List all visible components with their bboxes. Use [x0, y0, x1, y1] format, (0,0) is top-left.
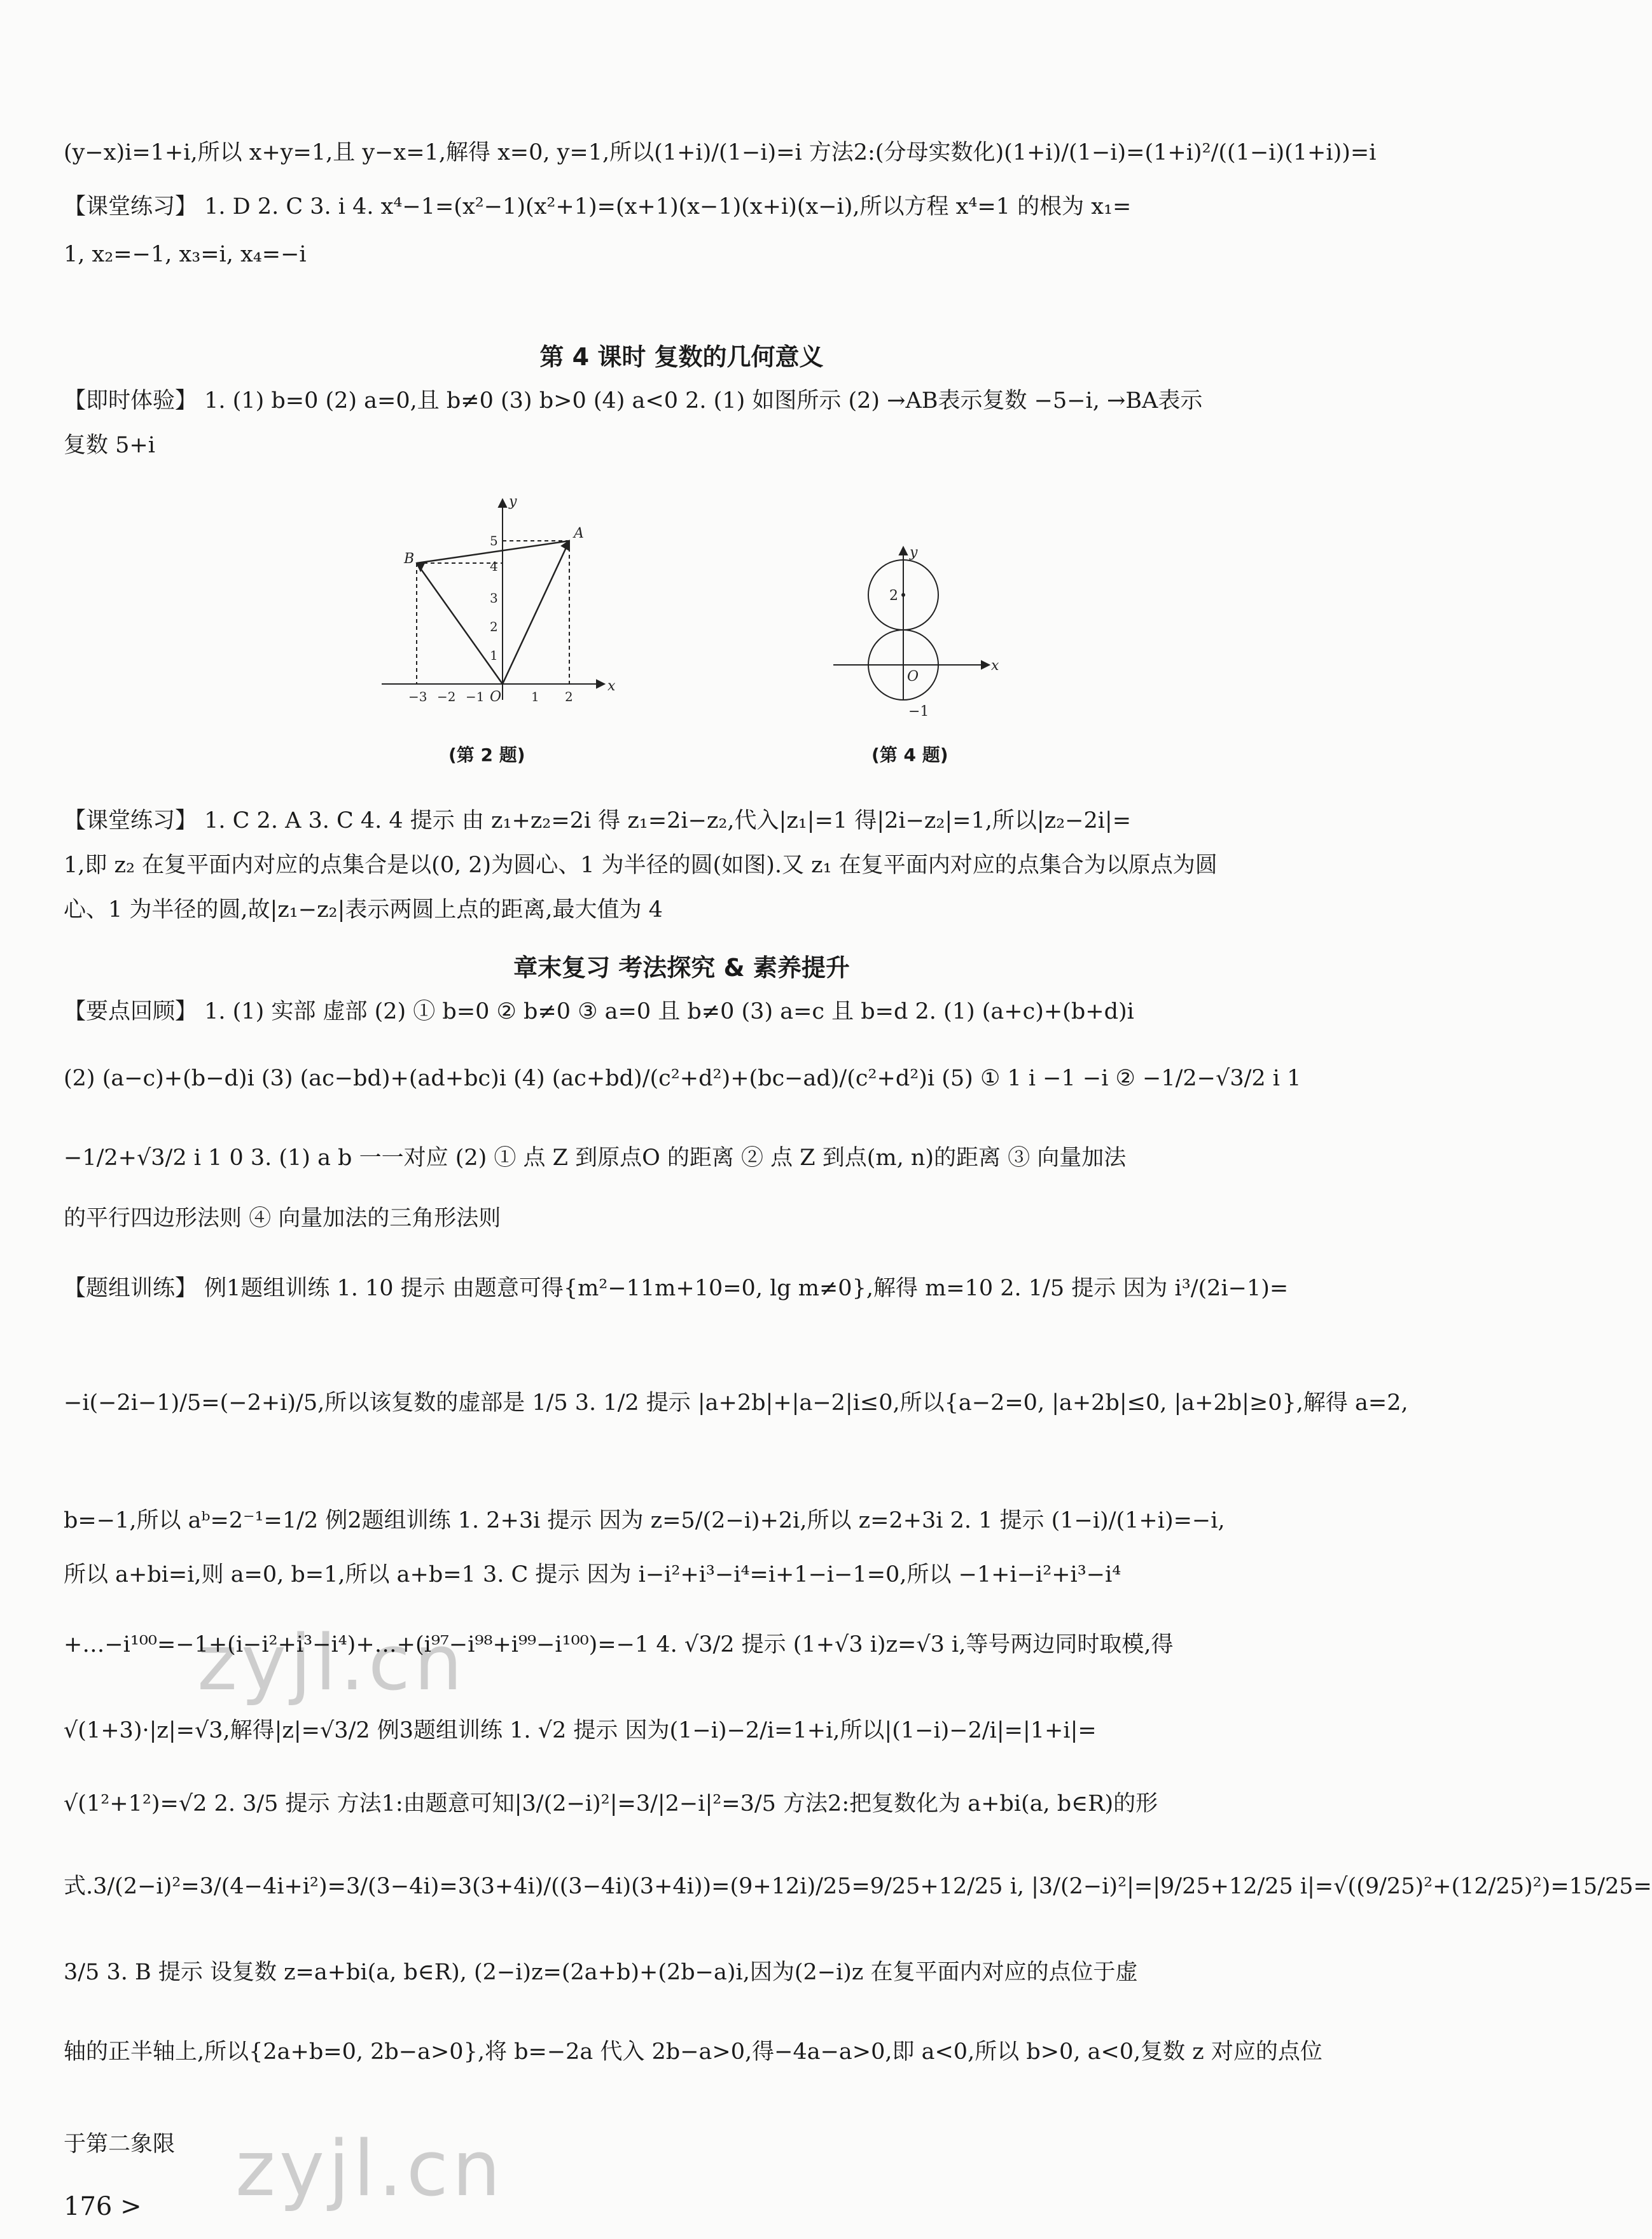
text-line: 的平行四边形法则 ④ 向量加法的三角形法则 — [64, 1206, 501, 1231]
y-axis-arrow — [499, 499, 506, 507]
figure-4-caption: (第 4 题) — [871, 744, 948, 765]
text-line: 1,即 z₂ 在复平面内对应的点集合是以(0, 2)为圆心、1 为半径的圆(如图).又 z₁ 在复平面内对应的点集合为以原点为圆 — [64, 853, 1218, 878]
text-line: −i(−2i−1)/5=(−2+i)/5,所以该复数的虚部是 1/5 3. 1/2 提示 |a+2b|+|a−2|i≤0,所以{a−2=0, |a+2b|≤0, |a+2b|≥0},解得 a=2, — [64, 1390, 1408, 1416]
text-line: 复数 5+i — [64, 433, 155, 458]
y-tick: 2 — [490, 619, 498, 634]
text-line: 【课堂练习】 1. D 2. C 3. i 4. x⁴−1=(x²−1)(x²+1)=(x+1)(x−1)(x+i)(x−i),所以方程 x⁴=1 的根为 x₁= — [64, 194, 1132, 220]
text-line: 式.3/(2−i)²=3/(4−4i+i²)=3/(3−4i)=3(3+4i)/((3−4i)(3+4i))=(9+12i)/25=9/25+12/25 i, |3/(2−i)²|=|9/25+12/25 i|=√((9/25)²+(12/25)²)=15/25= — [64, 1874, 1652, 1899]
text-line: b=−1,所以 aᵇ=2⁻¹=1/2 例2题组训练 1. 2+3i 提示 因为 z=5/(2−i)+2i,所以 z=2+3i 2. 1 提示 (1−i)/(1+i)=−i, — [64, 1508, 1225, 1533]
x-tick: 2 — [565, 689, 573, 704]
y-tick: 4 — [490, 559, 498, 574]
text-line: 心、1 为半径的圆,故|z₁−z₂|表示两圆上点的距离,最大值为 4 — [64, 897, 663, 923]
label-2: 2 — [889, 588, 898, 604]
x-tick: −3 — [408, 689, 427, 704]
label-neg1: −1 — [908, 704, 929, 720]
section-title: 第 4 课时 复数的几何意义 — [539, 343, 824, 371]
center-dot — [901, 593, 905, 597]
y-tick: 3 — [490, 590, 498, 606]
text-line: (2) (a−c)+(b−d)i (3) (ac−bd)+(ad+bc)i (4) (ac+bd)/(c²+d²)+(bc−ad)/(c²+d²)i (5) ① 1 i −1 −i ② −1/2−√3/2 i 1 — [64, 1066, 1301, 1091]
x-tick: 1 — [531, 689, 539, 704]
y-tick: 1 — [490, 648, 498, 663]
axis-x-label: x — [991, 658, 999, 674]
figure-2-caption: (第 2 题) — [448, 744, 525, 765]
point-a-label: A — [574, 526, 584, 541]
text-line: +…−i¹⁰⁰=−1+(i−i²+i³−i⁴)+…+(i⁹⁷−i⁹⁸+i⁹⁹−i¹⁰⁰)=−1 4. √3/2 提示 (1+√3 i)z=√3 i,等号两边同时取模,得 — [64, 1632, 1174, 1657]
text-line: √(1+3)·|z|=√3,解得|z|=√3/2 例3题组训练 1. √2 提示 因为(1−i)−2/i=1+i,所以|(1−i)−2/i|=|1+i|= — [64, 1718, 1097, 1743]
watermark: zyjl.cn — [197, 1619, 466, 1708]
axis-y-label: y — [910, 545, 918, 561]
x-axis-arrow — [597, 680, 604, 688]
text-line: √(1²+1²)=√2 2. 3/5 提示 方法1:由题意可知|3/(2−i)²|=3/|2−i|²=3/5 方法2:把复数化为 a+bi(a, b∈R)的形 — [64, 1791, 1158, 1817]
page-number: 176 > — [64, 2192, 142, 2221]
vector-ba-head — [417, 563, 424, 571]
axis-y-label: y — [509, 494, 517, 510]
text-line: 【即时体验】 1. (1) b=0 (2) a=0,且 b≠0 (3) b>0 (4) a<0 2. (1) 如图所示 (2) →AB表示复数 −5−i, →BA表示 — [64, 388, 1203, 414]
y-tick: 5 — [490, 533, 498, 548]
point-b-label: B — [404, 551, 415, 567]
vector-oa — [503, 541, 569, 684]
y-axis-arrow — [899, 547, 907, 555]
section-title: 章末复习 考法探究 & 素养提升 — [513, 954, 850, 982]
x-axis-arrow — [982, 661, 989, 669]
text-line: 轴的正半轴上,所以{2a+b=0, 2b−a>0},将 b=−2a 代入 2b−a>0,得−4a−a>0,即 a<0,所以 b>0, a<0,复数 z 对应的点位 — [64, 2039, 1322, 2065]
text-line: 3/5 3. B 提示 设复数 z=a+bi(a, b∈R), (2−i)z=(2a+b)+(2b−a)i,因为(2−i)z 在复平面内对应的点位于虚 — [64, 1960, 1138, 1985]
text-line: 【要点回顾】 1. (1) 实部 虚部 (2) ① b=0 ② b≠0 ③ a=0 且 b≠0 (3) a=c 且 b=d 2. (1) (a+c)+(b+d)i — [64, 999, 1134, 1024]
text-line: −1/2+√3/2 i 1 0 3. (1) a b 一一对应 (2) ① 点 Z 到原点O 的距离 ② 点 Z 到点(m, n)的距离 ③ 向量加法 — [64, 1145, 1127, 1171]
x-tick: −2 — [437, 689, 456, 704]
figure-2 — [375, 480, 617, 709]
origin-label: O — [907, 669, 919, 685]
text-line: 所以 a+bi=i,则 a=0, b=1,所以 a+b=1 3. C 提示 因为 i−i²+i³−i⁴=i+1−i−1=0,所以 −1+i−i²+i³−i⁴ — [64, 1562, 1121, 1587]
text-line: 【题组训练】 例1题组训练 1. 10 提示 由题意可得{m²−11m+10=0, lg m≠0},解得 m=10 2. 1/5 提示 因为 i³/(2i−1)= — [64, 1276, 1289, 1301]
text-line: 【课堂练习】 1. C 2. A 3. C 4. 4 提示 由 z₁+z₂=2i 得 z₁=2i−z₂,代入|z₁|=1 得|2i−z₂|=1,所以|z₂−2i|= — [64, 808, 1132, 834]
watermark: zyjl.cn — [235, 2125, 504, 2214]
axis-x-label: x — [607, 678, 616, 694]
origin-label: O — [490, 689, 502, 705]
x-tick: −1 — [466, 689, 485, 704]
text-line: 于第二象限 — [64, 2131, 176, 2157]
text-line: 1, x₂=−1, x₃=i, x₄=−i — [64, 242, 307, 267]
text-line: (y−x)i=1+i,所以 x+y=1,且 y−x=1,解得 x=0, y=1,所以(1+i)/(1−i)=i 方法2:(分母实数化)(1+i)/(1−i)=(1+i)²/((1−i)(1+i))=i — [64, 140, 1377, 165]
figure-4 — [827, 538, 1005, 722]
